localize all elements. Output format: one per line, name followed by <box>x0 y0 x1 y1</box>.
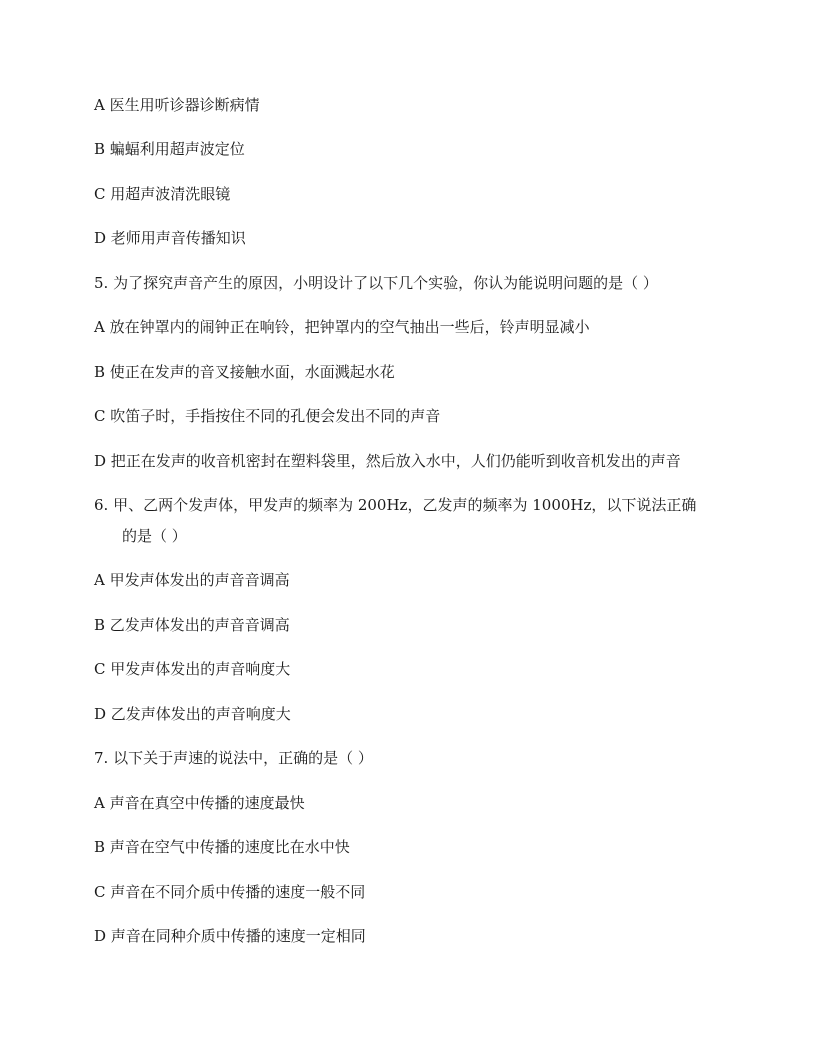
question-stem: 5. 为了探究声音产生的原因，小明设计了以下几个实验，你认为能说明问题的是（ ） <box>94 274 658 292</box>
option-c: C 吹笛子时，手指按住不同的孔便会发出不同的声音 <box>94 407 441 425</box>
option-b: B 使正在发声的音叉接触水面，水面溅起水花 <box>94 363 395 381</box>
option-a: A 放在钟罩内的闹钟正在响铃，把钟罩内的空气抽出一些后，铃声明显减小 <box>94 318 590 336</box>
question-stem: 6. 甲、乙两个发声体，甲发声的频率为 200Hz，乙发声的频率为 1000Hz，以下说法正确 <box>94 496 697 514</box>
option-a: A 甲发声体发出的声音音调高 <box>94 571 290 589</box>
question-stem: 7. 以下关于声速的说法中，正确的是（ ） <box>94 749 373 767</box>
option-b: B 乙发声体发出的声音音调高 <box>94 616 290 634</box>
option-d: D 声音在同种介质中传播的速度一定相同 <box>94 927 366 945</box>
option-b: B 声音在空气中传播的速度比在水中快 <box>94 838 350 856</box>
option-c: C 声音在不同介质中传播的速度一般不同 <box>94 883 366 901</box>
option-d: D 老师用声音传播知识 <box>94 229 246 247</box>
option-c: C 用超声波清洗眼镜 <box>94 185 231 203</box>
question-stem-continuation: 的是（ ） <box>122 527 187 545</box>
option-c: C 甲发声体发出的声音响度大 <box>94 660 291 678</box>
option-d: D 把正在发声的收音机密封在塑料袋里，然后放入水中，人们仍能听到收音机发出的声音 <box>94 452 681 470</box>
option-a: A 声音在真空中传播的速度最快 <box>94 794 305 812</box>
option-b: B 蝙蝠利用超声波定位 <box>94 140 245 158</box>
option-d: D 乙发声体发出的声音响度大 <box>94 705 291 723</box>
option-a: A 医生用听诊器诊断病情 <box>94 96 260 114</box>
